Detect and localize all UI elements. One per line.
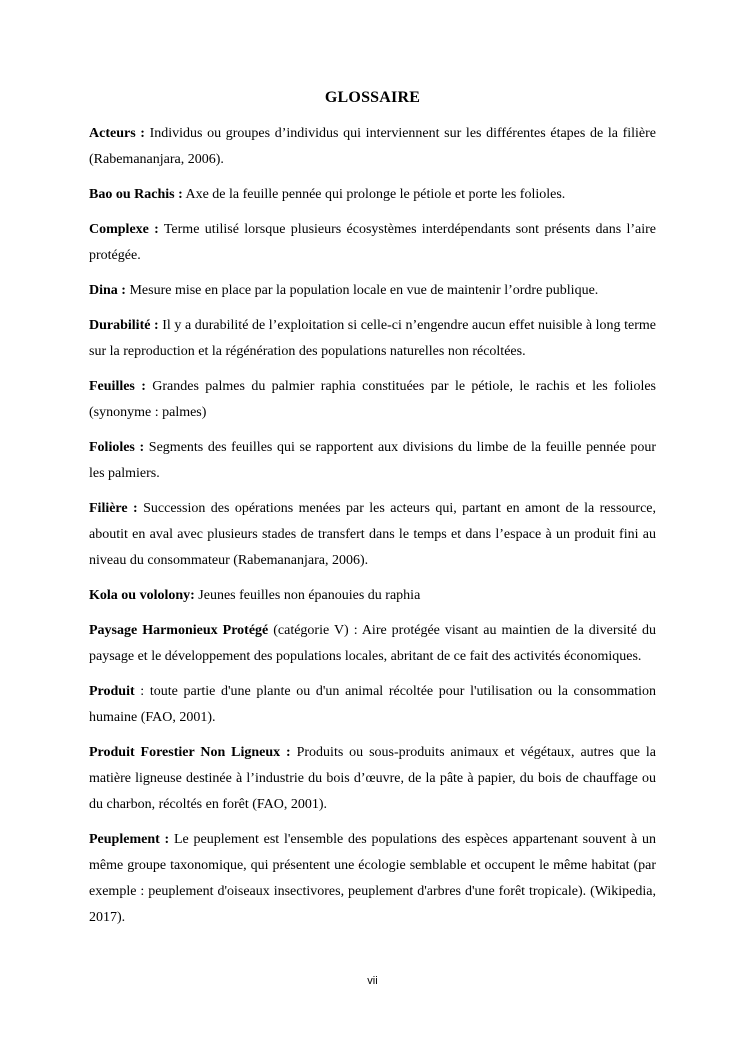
glossary-term: Acteurs : (89, 126, 145, 141)
glossary-entry (89, 618, 656, 670)
glossary-definition: Le peuplement est l'ensemble des populations des espèces appartenant souvent à un même groupe taxonomique, qui présentent une écologie semblable et occupent le même habitat (par exemple : peuplement d'oiseaux insectivores, peuplement d'arbres d'une forêt tropicale). (Wikipedia, 2017). (89, 832, 656, 925)
glossary-definition: Il y a durabilité de l’exploitation si celle-ci n’engendre aucun effet nuisible à long terme sur la reproduction et la régénération des populations naturelles non récoltées. (89, 318, 656, 359)
glossary-definition: : toute partie d'une plante ou d'un animal récoltée pour l'utilisation ou la consommation humaine (FAO, 2001). (89, 684, 656, 725)
glossary-list (89, 121, 656, 940)
glossary-definition: (catégorie V) : Aire protégée visant au maintien de la diversité du paysage et le développement des populations locales, abritant de ce fait des activités économiques. (89, 623, 656, 664)
glossary-definition: Grandes palmes du palmier raphia constituées par le pétiole, le rachis et les folioles (synonyme : palmes) (89, 379, 657, 420)
glossary-entry (89, 278, 656, 304)
glossary-entry (89, 827, 656, 931)
page-title: GLOSSAIRE (324, 89, 421, 106)
glossary-entry (89, 740, 656, 818)
glossary-term: Dina : (89, 283, 126, 298)
glossary-term: Peuplement : (89, 832, 170, 847)
glossary-definition: Segments des feuilles qui se rapportent aux divisions du limbe de la feuille pennée pour les palmiers. (89, 440, 656, 481)
glossary-term: Kola ou vololony: (89, 588, 195, 603)
glossary-term: Produit Forestier Non Ligneux : (89, 745, 291, 760)
glossary-term: Filière : (89, 501, 138, 516)
glossary-definition: Individus ou groupes d’individus qui interviennent sur les différentes étapes de la filière (Rabemananjara, 2006). (89, 126, 656, 167)
glossary-entry (89, 583, 656, 609)
glossary-definition: Mesure mise en place par la population locale en vue de maintenir l’ordre publique. (125, 283, 599, 298)
glossary-entry (89, 313, 656, 365)
glossary-term: Produit (89, 684, 135, 699)
glossary-entry (89, 217, 656, 269)
glossary-term: Bao ou Rachis : (89, 187, 183, 202)
glossary-term: Paysage Harmonieux Protégé (89, 623, 269, 638)
glossary-entry (89, 121, 656, 173)
glossary-definition: Axe de la feuille pennée qui prolonge le pétiole et porte les folioles. (182, 187, 566, 202)
glossary-entry (89, 496, 656, 574)
glossary-entry (89, 374, 656, 426)
glossary-definition: Jeunes feuilles non épanouies du raphia (194, 588, 421, 603)
glossary-entry (89, 182, 656, 208)
glossary-definition: Succession des opérations menées par les acteurs qui, partant en amont de la ressource, aboutit en aval avec plusieurs stades de transfert dans le temps et dans l’espace à un produit fini au niveau du consommateur (Rabemananjara, 2006). (89, 501, 656, 568)
glossary-term: Complexe : (89, 222, 159, 237)
page-number: vii (367, 975, 378, 987)
glossary-entry (89, 679, 656, 731)
glossary-term: Folioles : (89, 440, 145, 455)
glossary-term: Durabilité : (89, 318, 159, 333)
glossary-term: Feuilles : (89, 379, 146, 394)
glossary-definition: Terme utilisé lorsque plusieurs écosystèmes interdépendants sont présents dans l’aire protégée. (89, 222, 656, 263)
glossary-definition: Produits ou sous-produits animaux et végétaux, autres que la matière ligneuse destinée à l’industrie du bois d’œuvre, de la pâte à papier, du bois de chauffage ou du charbon, récoltés en forêt (FAO, 2001). (89, 745, 656, 812)
glossary-entry (89, 435, 656, 487)
